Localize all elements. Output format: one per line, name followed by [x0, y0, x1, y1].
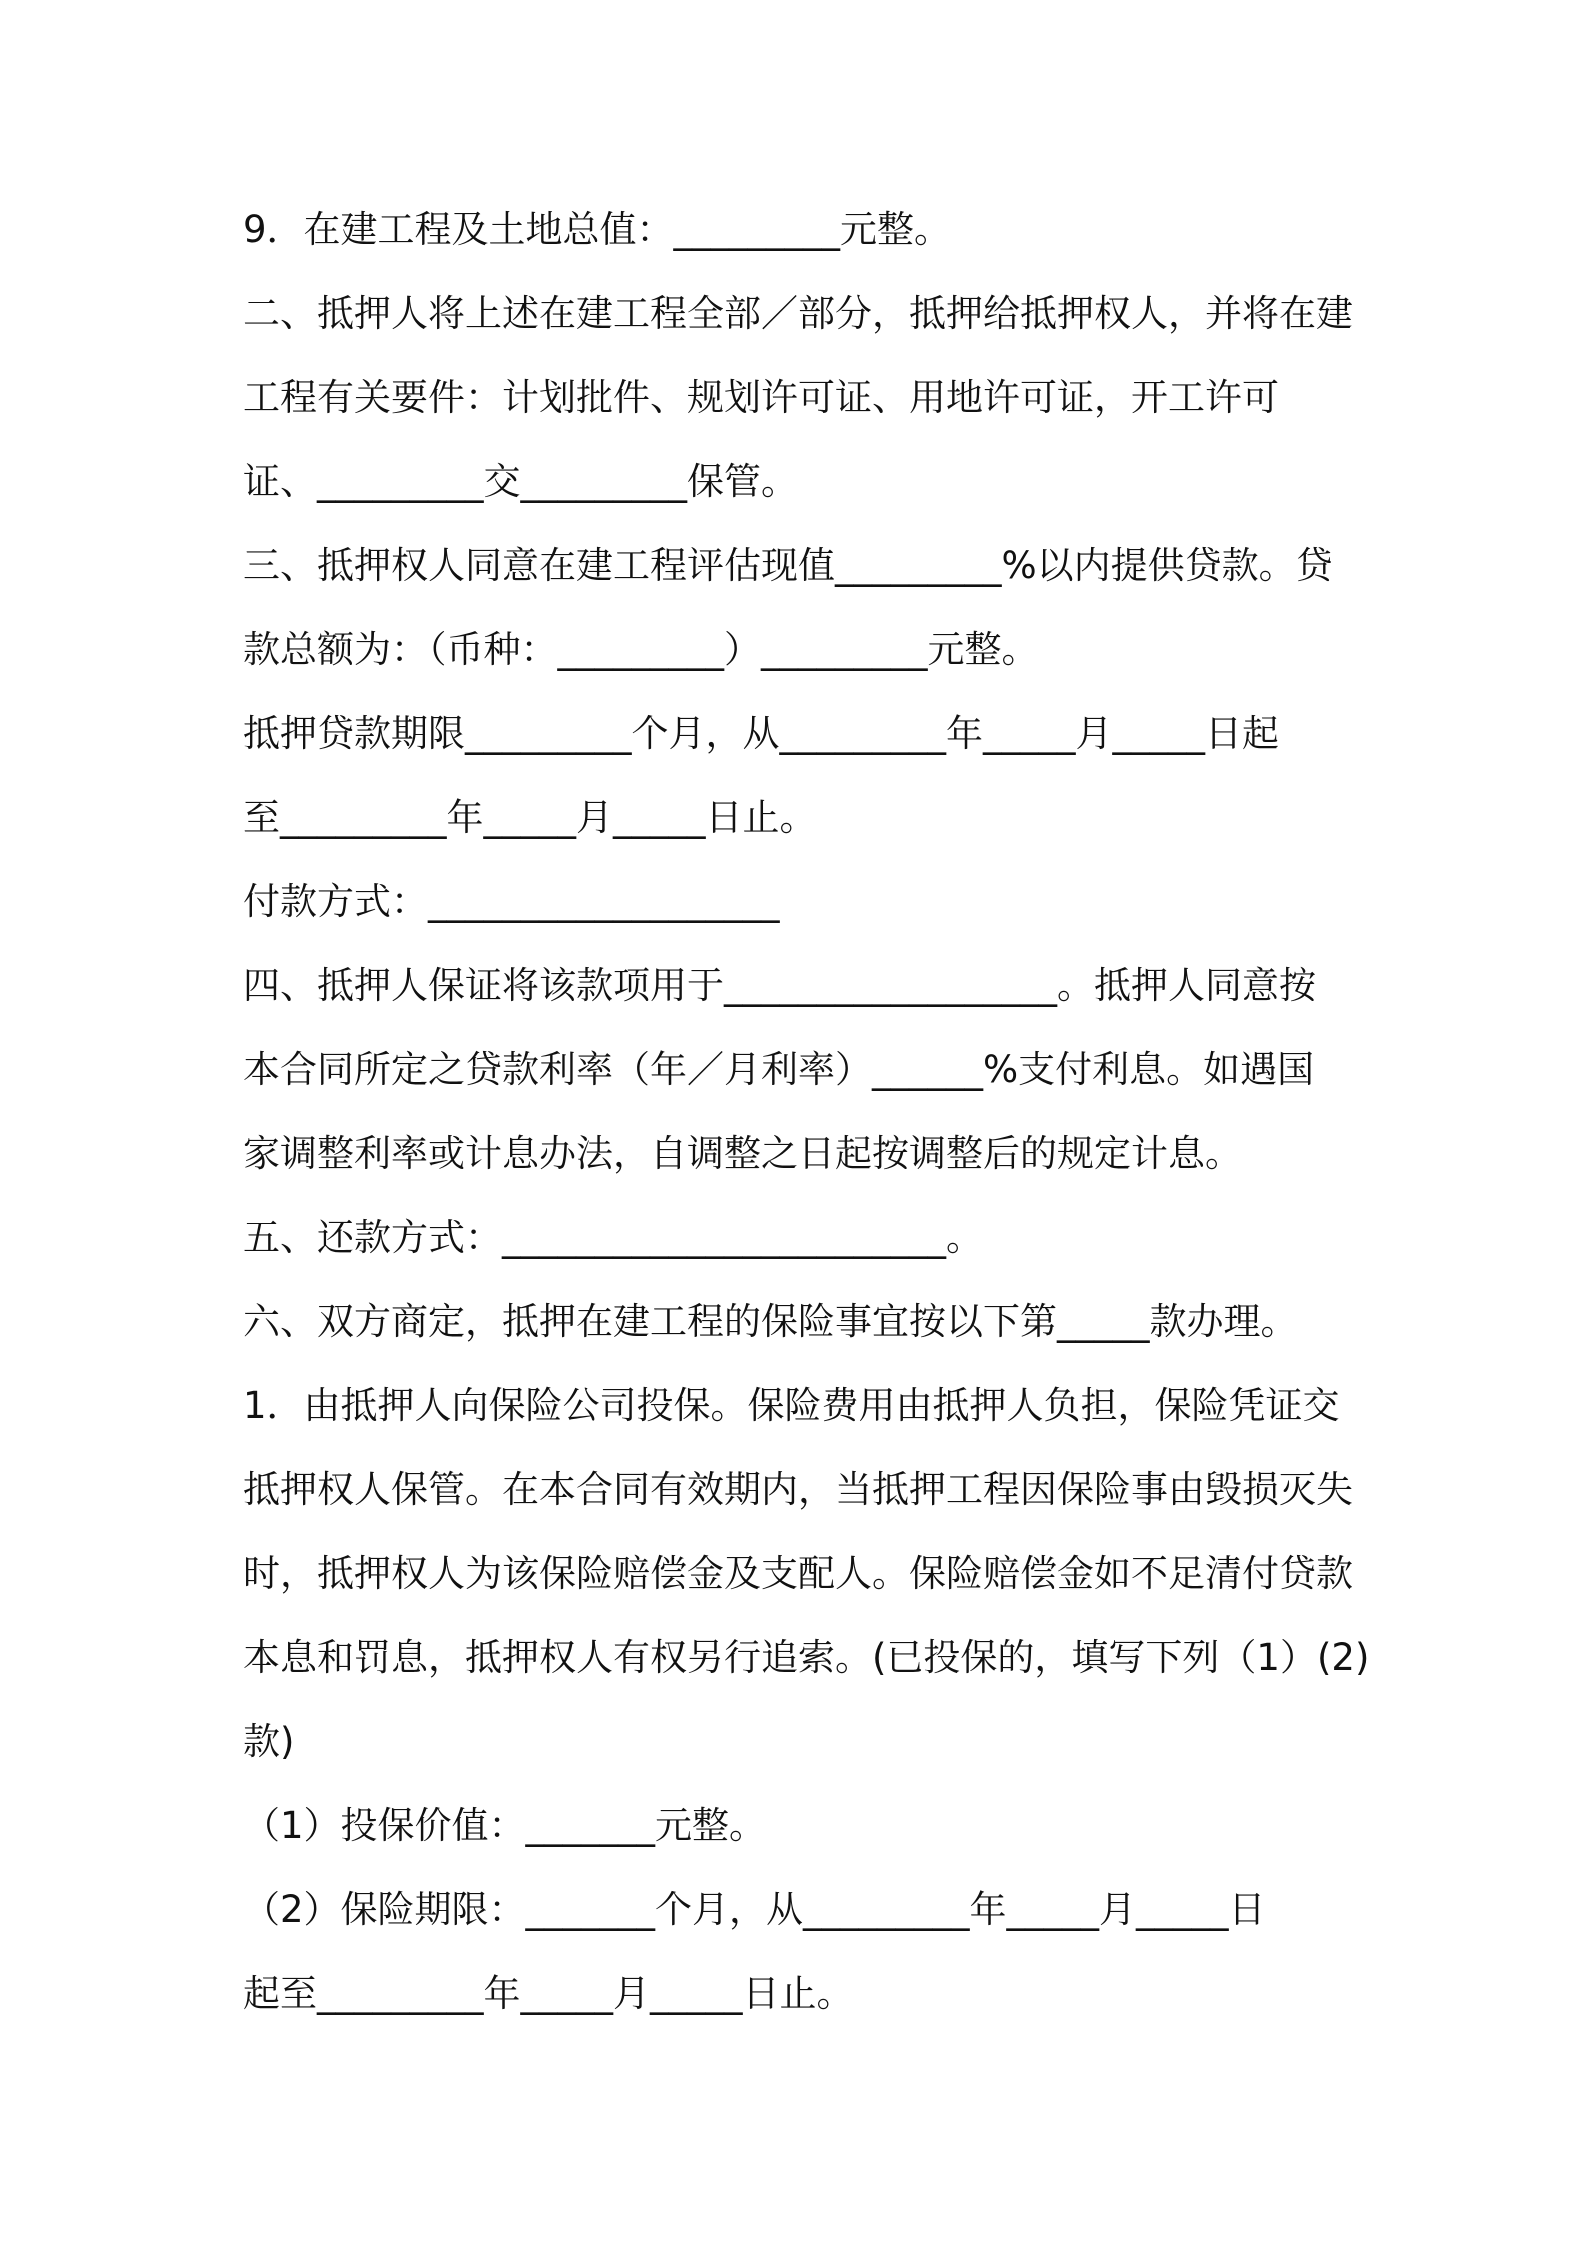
- contract-line-article-4-a: 四、抵押人保证将该款项用于__________________。抵押人同意按: [243, 964, 1316, 1007]
- contract-line-total-value: 9．在建工程及土地总值：_________元整。: [243, 208, 952, 251]
- contract-line-article-6: 六、双方商定，抵押在建工程的保险事宜按以下第_____款办理。: [243, 1300, 1298, 1343]
- contract-line-article-2-b: 工程有关要件：计划批件、规划许可证、用地许可证，开工许可: [243, 376, 1279, 419]
- contract-line-payment-method: 付款方式：___________________: [243, 880, 780, 923]
- contract-line-insurance-1-c: 时，抵押权人为该保险赔偿金及支配人。保险赔偿金如不足清付贷款: [243, 1552, 1353, 1595]
- contract-line-article-3-b: 款总额为：（币种：_________）_________元整。: [243, 628, 1039, 671]
- contract-line-insurance-term-b: 起至_________年_____月_____日止。: [243, 1972, 854, 2015]
- contract-line-insured-value: （1）投保价值：_______元整。: [243, 1804, 767, 1847]
- contract-line-article-2-a: 二、抵押人将上述在建工程全部／部分，抵押给抵押权人，并将在建: [243, 292, 1353, 335]
- contract-line-article-2-c: 证、_________交_________保管。: [243, 460, 798, 503]
- contract-line-article-4-c: 家调整利率或计息办法，自调整之日起按调整后的规定计息。: [243, 1132, 1242, 1175]
- contract-line-article-5: 五、还款方式：________________________。: [243, 1216, 983, 1259]
- contract-line-insurance-1-b: 抵押权人保管。在本合同有效期内，当抵押工程因保险事由毁损灭失: [243, 1468, 1353, 1511]
- contract-line-article-3-a: 三、抵押权人同意在建工程评估现值_________%以内提供贷款。贷: [243, 544, 1333, 587]
- contract-line-loan-term-a: 抵押贷款期限_________个月，从_________年_____月_____日起: [243, 712, 1279, 755]
- contract-line-insurance-1-e: 款): [243, 1720, 295, 1763]
- contract-line-insurance-term-a: （2）保险期限：_______个月，从_________年_____月_____日: [243, 1888, 1266, 1931]
- contract-line-loan-term-b: 至_________年_____月_____日止。: [243, 796, 817, 839]
- contract-line-insurance-1-a: 1．由抵押人向保险公司投保。保险费用由抵押人负担，保险凭证交: [243, 1384, 1340, 1427]
- contract-text: [243, 196, 1373, 2044]
- contract-line-article-4-b: 本合同所定之贷款利率（年／月利率）______%支付利息。如遇国: [243, 1048, 1315, 1091]
- contract-line-insurance-1-d: 本息和罚息，抵押权人有权另行追索。(已投保的，填写下列（1）(2): [243, 1636, 1370, 1679]
